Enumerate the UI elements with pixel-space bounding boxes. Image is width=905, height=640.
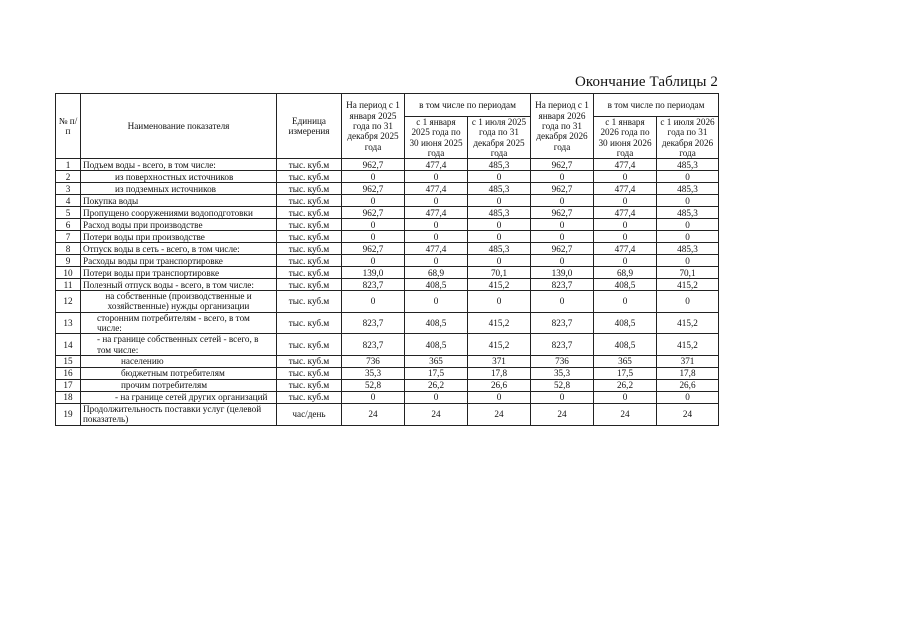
header-h1-2026: с 1 января 2026 года по 30 июня 2026 года (594, 117, 657, 159)
row-value: 823,7 (342, 279, 405, 291)
row-name: Пропущено сооружениями водоподготовки (81, 207, 277, 219)
row-value: 0 (531, 291, 594, 313)
row-value: 0 (405, 391, 468, 403)
row-value: 0 (531, 255, 594, 267)
row-name: Расход воды при производстве (81, 219, 277, 231)
row-unit: тыс. куб.м (277, 255, 342, 267)
row-unit: тыс. куб.м (277, 291, 342, 313)
header-h1-2025: с 1 января 2025 года по 30 июня 2025 года (405, 117, 468, 159)
table-row (56, 367, 719, 379)
row-value: 70,1 (657, 267, 719, 279)
row-num: 6 (56, 219, 81, 231)
row-name: Потери воды при транспортировке (81, 267, 277, 279)
row-value: 0 (468, 171, 531, 183)
row-value: 477,4 (594, 183, 657, 195)
row-unit: тыс. куб.м (277, 267, 342, 279)
row-value: 408,5 (594, 334, 657, 356)
row-value: 0 (468, 255, 531, 267)
row-num: 3 (56, 183, 81, 195)
row-value: 485,3 (657, 183, 719, 195)
row-value: 0 (657, 219, 719, 231)
row-value: 0 (657, 255, 719, 267)
row-value: 736 (342, 355, 405, 367)
row-name: сторонним потребителям - всего, в том числе: (81, 312, 277, 334)
row-unit: тыс. куб.м (277, 367, 342, 379)
header-period-2025: На период с 1 января 2025 года по 31 декабря 2025 года (342, 94, 405, 159)
table-row (56, 183, 719, 195)
row-value: 823,7 (342, 334, 405, 356)
row-value: 17,8 (657, 367, 719, 379)
row-unit: тыс. куб.м (277, 195, 342, 207)
row-value: 0 (531, 391, 594, 403)
row-value: 35,3 (531, 367, 594, 379)
row-num: 7 (56, 231, 81, 243)
row-value: 962,7 (342, 183, 405, 195)
row-value: 477,4 (594, 243, 657, 255)
row-unit: тыс. куб.м (277, 171, 342, 183)
table-row (56, 391, 719, 403)
row-value: 962,7 (342, 159, 405, 171)
row-value: 823,7 (531, 334, 594, 356)
table-row (56, 255, 719, 267)
header-period-2026: На период с 1 января 2026 года по 31 декабря 2026 года (531, 94, 594, 159)
row-value: 139,0 (531, 267, 594, 279)
row-unit: тыс. куб.м (277, 183, 342, 195)
row-value: 408,5 (594, 312, 657, 334)
row-value: 24 (594, 403, 657, 425)
header-h2-2025: с 1 июля 2025 года по 31 декабря 2025 года (468, 117, 531, 159)
row-value: 415,2 (657, 279, 719, 291)
table-row (56, 267, 719, 279)
table-row (56, 312, 719, 334)
table-caption: Окончание Таблицы 2 (574, 74, 718, 90)
table-row (56, 195, 719, 207)
row-num: 16 (56, 367, 81, 379)
row-value: 0 (405, 195, 468, 207)
row-name: из поверхностных источников (81, 171, 277, 183)
row-num: 13 (56, 312, 81, 334)
row-unit: тыс. куб.м (277, 391, 342, 403)
row-value: 477,4 (405, 159, 468, 171)
row-unit: тыс. куб.м (277, 312, 342, 334)
row-num: 8 (56, 243, 81, 255)
row-value: 485,3 (468, 159, 531, 171)
row-value: 0 (657, 171, 719, 183)
row-num: 4 (56, 195, 81, 207)
row-value: 0 (531, 195, 594, 207)
row-unit: тыс. куб.м (277, 231, 342, 243)
row-value: 0 (531, 231, 594, 243)
row-value: 52,8 (531, 379, 594, 391)
row-value: 485,3 (468, 243, 531, 255)
row-value: 823,7 (342, 312, 405, 334)
row-value: 24 (342, 403, 405, 425)
row-value: 0 (342, 219, 405, 231)
row-num: 15 (56, 355, 81, 367)
row-value: 0 (594, 231, 657, 243)
table-row (56, 279, 719, 291)
row-name: Отпуск воды в сеть - всего, в том числе: (81, 243, 277, 255)
row-value: 68,9 (594, 267, 657, 279)
row-value: 0 (405, 231, 468, 243)
row-num: 12 (56, 291, 81, 313)
row-value: 0 (342, 171, 405, 183)
row-name: Потери воды при производстве (81, 231, 277, 243)
row-value: 485,3 (657, 159, 719, 171)
header-unit: Единица измерения (277, 94, 342, 159)
row-value: 0 (594, 171, 657, 183)
row-value: 415,2 (468, 279, 531, 291)
row-value: 415,2 (468, 334, 531, 356)
row-value: 823,7 (531, 279, 594, 291)
row-value: 408,5 (405, 279, 468, 291)
row-value: 408,5 (405, 312, 468, 334)
row-unit: тыс. куб.м (277, 207, 342, 219)
row-value: 0 (657, 195, 719, 207)
row-unit: тыс. куб.м (277, 219, 342, 231)
row-value: 371 (468, 355, 531, 367)
row-value: 0 (468, 195, 531, 207)
row-value: 408,5 (405, 334, 468, 356)
row-unit: тыс. куб.м (277, 159, 342, 171)
row-value: 0 (468, 231, 531, 243)
row-value: 962,7 (531, 207, 594, 219)
row-name: Покупка воды (81, 195, 277, 207)
row-name: - на границе собственных сетей - всего, в том числе: (81, 334, 277, 356)
row-value: 0 (531, 219, 594, 231)
row-value: 0 (405, 291, 468, 313)
table-row (56, 379, 719, 391)
table-row (56, 231, 719, 243)
header-row-top (56, 94, 719, 117)
row-unit: тыс. куб.м (277, 379, 342, 391)
row-value: 485,3 (468, 183, 531, 195)
row-num: 10 (56, 267, 81, 279)
row-value: 24 (468, 403, 531, 425)
row-value: 0 (405, 171, 468, 183)
row-value: 0 (405, 255, 468, 267)
row-value: 0 (342, 391, 405, 403)
row-value: 26,6 (468, 379, 531, 391)
row-value: 0 (342, 195, 405, 207)
row-value: 962,7 (531, 159, 594, 171)
table-row (56, 334, 719, 356)
table-row (56, 207, 719, 219)
row-value: 0 (468, 391, 531, 403)
row-value: 0 (468, 291, 531, 313)
table-row (56, 355, 719, 367)
row-name: Продолжительность поставки услуг (целевой показатель) (81, 403, 277, 425)
table-row (56, 291, 719, 313)
header-incl-2026: в том числе по периодам (594, 94, 719, 117)
row-value: 736 (531, 355, 594, 367)
table-row (56, 403, 719, 425)
row-value: 0 (594, 219, 657, 231)
row-value: 477,4 (405, 183, 468, 195)
row-value: 0 (531, 171, 594, 183)
row-value: 415,2 (657, 334, 719, 356)
row-value: 0 (657, 291, 719, 313)
row-name: из подземных источников (81, 183, 277, 195)
row-value: 415,2 (657, 312, 719, 334)
row-unit: тыс. куб.м (277, 279, 342, 291)
row-value: 477,4 (594, 207, 657, 219)
table-row (56, 219, 719, 231)
row-value: 0 (594, 291, 657, 313)
row-name: Полезный отпуск воды - всего, в том числе: (81, 279, 277, 291)
row-value: 26,6 (657, 379, 719, 391)
row-value: 26,2 (405, 379, 468, 391)
row-value: 17,5 (594, 367, 657, 379)
row-num: 19 (56, 403, 81, 425)
row-value: 68,9 (405, 267, 468, 279)
row-value: 17,5 (405, 367, 468, 379)
row-value: 0 (342, 231, 405, 243)
row-value: 415,2 (468, 312, 531, 334)
row-value: 0 (594, 195, 657, 207)
row-name: населению (81, 355, 277, 367)
row-value: 17,8 (468, 367, 531, 379)
row-value: 52,8 (342, 379, 405, 391)
row-value: 485,3 (468, 207, 531, 219)
row-num: 17 (56, 379, 81, 391)
row-value: 70,1 (468, 267, 531, 279)
row-value: 371 (657, 355, 719, 367)
row-value: 0 (657, 391, 719, 403)
table-row (56, 159, 719, 171)
row-num: 11 (56, 279, 81, 291)
header-incl-2025: в том числе по периодам (405, 94, 531, 117)
row-value: 962,7 (342, 243, 405, 255)
row-value: 365 (405, 355, 468, 367)
row-value: 0 (594, 391, 657, 403)
water-balance-table (55, 93, 719, 426)
row-num: 9 (56, 255, 81, 267)
row-num: 1 (56, 159, 81, 171)
row-value: 24 (405, 403, 468, 425)
row-num: 5 (56, 207, 81, 219)
row-value: 477,4 (405, 243, 468, 255)
row-num: 14 (56, 334, 81, 356)
row-value: 0 (468, 219, 531, 231)
row-name: на собственные (производственные и хозяйственные) нужды организации (81, 291, 277, 313)
row-value: 477,4 (405, 207, 468, 219)
row-value: 365 (594, 355, 657, 367)
row-unit: час/день (277, 403, 342, 425)
row-num: 18 (56, 391, 81, 403)
row-name: прочим потребителям (81, 379, 277, 391)
row-value: 962,7 (531, 243, 594, 255)
row-value: 0 (405, 219, 468, 231)
header-name: Наименование показателя (81, 94, 277, 159)
row-value: 0 (342, 291, 405, 313)
row-unit: тыс. куб.м (277, 243, 342, 255)
table-row (56, 243, 719, 255)
row-num: 2 (56, 171, 81, 183)
row-value: 0 (342, 255, 405, 267)
row-value: 962,7 (531, 183, 594, 195)
row-value: 408,5 (594, 279, 657, 291)
table-row (56, 171, 719, 183)
row-value: 35,3 (342, 367, 405, 379)
row-value: 477,4 (594, 159, 657, 171)
row-name: Подъем воды - всего, в том числе: (81, 159, 277, 171)
row-value: 26,2 (594, 379, 657, 391)
row-name: Расходы воды при транспортировке (81, 255, 277, 267)
row-unit: тыс. куб.м (277, 334, 342, 356)
row-value: 0 (657, 231, 719, 243)
row-value: 139,0 (342, 267, 405, 279)
row-value: 485,3 (657, 207, 719, 219)
row-name: - на границе сетей других организаций (81, 391, 277, 403)
header-num: № п/п (56, 94, 81, 159)
row-value: 24 (531, 403, 594, 425)
row-name: бюджетным потребителям (81, 367, 277, 379)
row-value: 0 (594, 255, 657, 267)
row-value: 823,7 (531, 312, 594, 334)
row-value: 962,7 (342, 207, 405, 219)
row-value: 24 (657, 403, 719, 425)
row-value: 485,3 (657, 243, 719, 255)
row-unit: тыс. куб.м (277, 355, 342, 367)
header-h2-2026: с 1 июля 2026 года по 31 декабря 2026 года (657, 117, 719, 159)
